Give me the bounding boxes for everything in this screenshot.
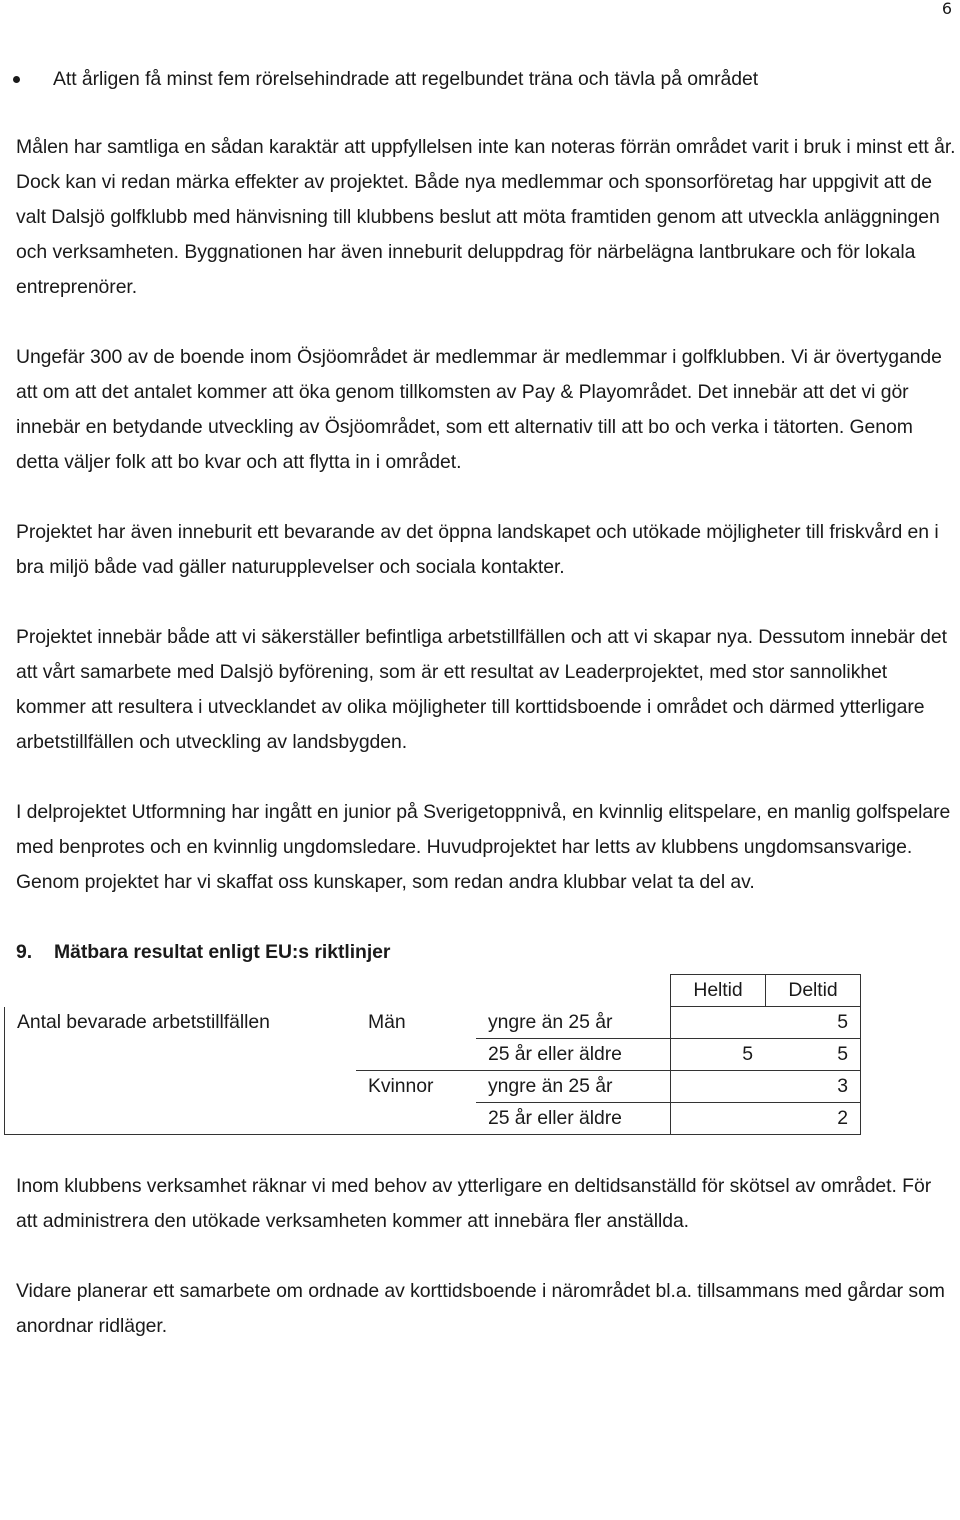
section-title: Mätbara resultat enligt EU:s riktlinjer bbox=[54, 941, 391, 963]
header-heltid: Heltid bbox=[671, 975, 766, 1007]
table-row bbox=[5, 1103, 861, 1135]
section-heading bbox=[16, 935, 956, 970]
age-cell: yngre än 25 år bbox=[476, 1007, 671, 1039]
paragraph: I delprojektet Utformning har ingått en junior på Sverigetoppnivå, en kvinnlig elitspelare, en manlig golfspelare med benprotes och en kvinnlig ungdomsledare. Huvudprojektet har letts av klubbens ungdomsansvarige. Genom projektet har vi skaffat oss kunskaper, som redan andra klubbar velat ta del av. bbox=[16, 801, 951, 893]
group-cell: Kvinnor bbox=[356, 1071, 476, 1103]
paragraph: Projektet har även inneburit ett bevarande av det öppna landskapet och utökade möjligheter till friskvård en i bra miljö både vad gäller naturupplevelser och sociala kontakter. bbox=[16, 521, 939, 578]
bullet-icon bbox=[13, 76, 20, 83]
heltid-cell: 5 bbox=[671, 1039, 766, 1071]
heltid-cell bbox=[671, 1007, 766, 1039]
paragraph: Ungefär 300 av de boende inom Ösjöområdet är medlemmar är medlemmar i golfklubben. Vi är övertygande att om att det antalet kommer att öka genom tillkomsten av Pay & Playområdet. Det innebär att det vi gör innebär en betydande utveckling av Ösjöområdet, som ett alternativ till att bo och verka i tätorten. Genom detta väljer folk att bo kvar och att flytta in i området. bbox=[16, 346, 942, 473]
goal-bullet bbox=[16, 62, 956, 97]
page-number: 6 bbox=[941, 0, 952, 18]
deltid-cell: 3 bbox=[766, 1071, 861, 1103]
heltid-cell bbox=[671, 1103, 766, 1135]
paragraph: Målen har samtliga en sådan karaktär att uppfyllelsen inte kan noteras förrän området varit i bruk i minst ett år. Dock kan vi redan märka effekter av projektet. Både nya medlemmar och sponsorföretag har uppgivit att de valt Dalsjö golfklubb med hänvisning till klubbens beslut att möta framtiden genom att utveckla anläggningen och verksamheten. Byggnationen har även inneburit deluppdrag för närbelägna lantbrukare och för lokala entreprenörer. bbox=[16, 136, 956, 298]
section-number: 9. bbox=[16, 941, 33, 963]
age-cell: 25 år eller äldre bbox=[476, 1103, 671, 1135]
table-row bbox=[5, 1039, 861, 1071]
bullet-text: Att årligen få minst fem rörelsehindrade att regelbundet träna och tävla på området bbox=[53, 68, 759, 90]
results-table bbox=[4, 974, 861, 1135]
table-row bbox=[5, 1071, 861, 1103]
deltid-cell: 5 bbox=[766, 1039, 861, 1071]
deltid-cell: 2 bbox=[766, 1103, 861, 1135]
deltid-cell: 5 bbox=[766, 1007, 861, 1039]
paragraph: Vidare planerar ett samarbete om ordnade av korttidsboende i närområdet bl.a. tillsammans med gårdar som anordnar ridläger. bbox=[16, 1280, 945, 1337]
table-row bbox=[5, 1007, 861, 1039]
group-cell: Män bbox=[356, 1007, 476, 1039]
paragraph: Inom klubbens verksamhet räknar vi med behov av ytterligare en deltidsanställd för skötsel av området. För att administrera den utökade verksamheten kommer att innebära fler anställda. bbox=[16, 1175, 932, 1232]
table-header-row bbox=[5, 975, 861, 1007]
header-deltid: Deltid bbox=[766, 975, 861, 1007]
age-cell: yngre än 25 år bbox=[476, 1071, 671, 1103]
document-body bbox=[16, 62, 956, 1379]
group-cell bbox=[356, 1103, 476, 1135]
group-cell bbox=[356, 1039, 476, 1071]
row-label: Antal bevarade arbetstillfällen bbox=[5, 1007, 356, 1039]
paragraph: Projektet innebär både att vi säkerställer befintliga arbetstillfällen och att vi skapar nya. Dessutom innebär det att vårt samarbete med Dalsjö byförening, som är ett resultat av Leaderprojektet, med stor sannolikhet kommer att resultera i utvecklandet av olika möjligheter till korttidsboende i området och därmed ytterligare arbetstillfällen och utveckling av landsbygden. bbox=[16, 626, 947, 753]
heltid-cell bbox=[671, 1071, 766, 1103]
age-cell: 25 år eller äldre bbox=[476, 1039, 671, 1071]
